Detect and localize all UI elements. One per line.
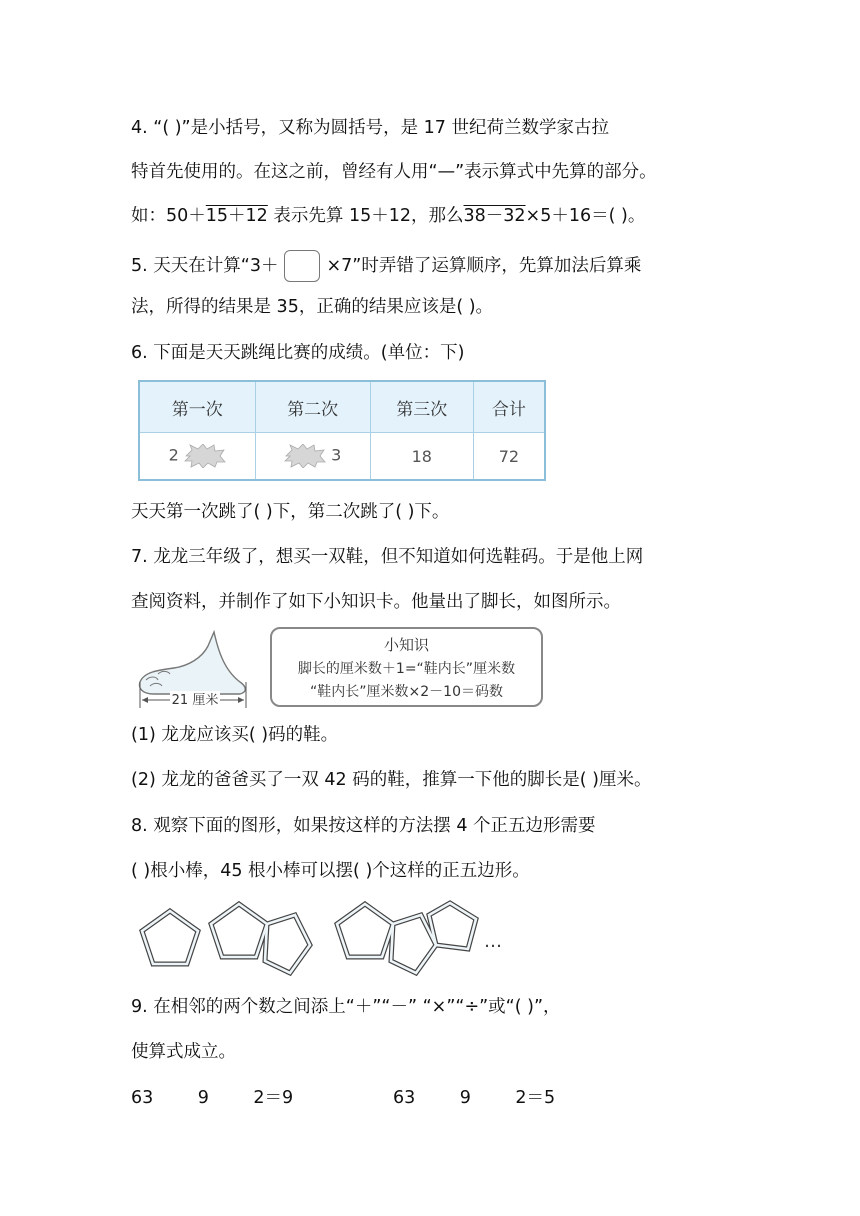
header-total: 合计 (473, 381, 545, 433)
foot-length-label: 21 厘米 (171, 693, 219, 708)
score-table (138, 380, 546, 481)
q7-line1: 7. 龙龙三年级了，想买一双鞋，但不知道如何选鞋码。于是他上网 (131, 547, 644, 567)
header-second: 第二次 (255, 381, 370, 433)
card-title: 小知识 (383, 636, 429, 654)
score-table-row (139, 433, 545, 481)
q4-overline-expr1: 15＋12 (205, 206, 268, 226)
q8-line2: ( )根小棒，45 根小棒可以摆( )个这样的正五边形。 (131, 861, 530, 881)
card-rule-2: “鞋内长”厘米数×2－10＝码数 (310, 684, 503, 700)
q4-line3 (131, 204, 645, 228)
ellipsis: … (484, 931, 502, 952)
card-rule-1: 脚长的厘米数＋1=“鞋内长”厘米数 (297, 661, 516, 677)
q7-sub1: (1) 龙龙应该买( )码的鞋。 (131, 725, 339, 745)
q9-equation-2: 63 9 2＝5 (393, 1088, 556, 1108)
q4-line3-b: 表示先算 15＋12，那么 (267, 206, 464, 226)
q8-line1: 8. 观察下面的图形，如果按这样的方法摆 4 个正五边形需要 (131, 816, 596, 836)
q6-line1: 6. 下面是天天跳绳比赛的成绩。(单位：下) (131, 343, 465, 363)
q5-line1-b: ×7”时弄错了运算顺序，先算加法后算乘 (326, 256, 642, 276)
q4-line1: 4. “( )”是小括号，又称为圆括号，是 17 世纪荷兰数学家古拉 (131, 118, 610, 138)
cell-first-digit: 2 (168, 445, 179, 465)
ink-blot-icon (184, 444, 226, 468)
q7-sub2: (2) 龙龙的爸爸买了一双 42 码的鞋，推算一下他的脚长是( )厘米。 (131, 770, 652, 790)
q4-overline-expr2: 38－32 (463, 206, 526, 226)
q7-line2: 查阅资料，并制作了如下小知识卡。他量出了脚长，如图所示。 (131, 592, 621, 612)
q4-line3-c: ×5＋16＝( )。 (525, 206, 646, 226)
header-third: 第三次 (370, 381, 473, 433)
q9-equation-1: 63 9 2＝9 (131, 1088, 294, 1108)
q9-line2: 使算式成立。 (131, 1042, 236, 1062)
blank-box (284, 250, 320, 282)
pentagon-figures (130, 895, 520, 985)
cell-total: 72 (473, 433, 545, 481)
score-table-header (139, 381, 545, 433)
cell-first (139, 433, 255, 481)
cell-second-digit: 3 (331, 445, 342, 465)
ink-blot-icon (284, 444, 326, 468)
cell-second (255, 433, 370, 481)
q5-line1 (131, 250, 641, 282)
knowledge-card (270, 627, 543, 707)
q4-line3-a: 如：50＋ (131, 206, 206, 226)
q5-line2: 法，所得的结果是 35，正确的结果应该是( )。 (131, 297, 494, 317)
cell-third: 18 (370, 433, 473, 481)
q5-line1-a: 5. 天天在计算“3＋ (131, 256, 279, 276)
q4-line2: 特首先使用的。在这之前，曾经有人用“—”表示算式中先算的部分。 (131, 162, 657, 182)
header-first: 第一次 (139, 381, 255, 433)
q6-answer: 天天第一次跳了( )下，第二次跳了( )下。 (131, 502, 450, 522)
q9-line1: 9. 在相邻的两个数之间添上“＋”“－” “×”“÷”或“( )”， (131, 997, 561, 1017)
foot-illustration (136, 630, 256, 710)
